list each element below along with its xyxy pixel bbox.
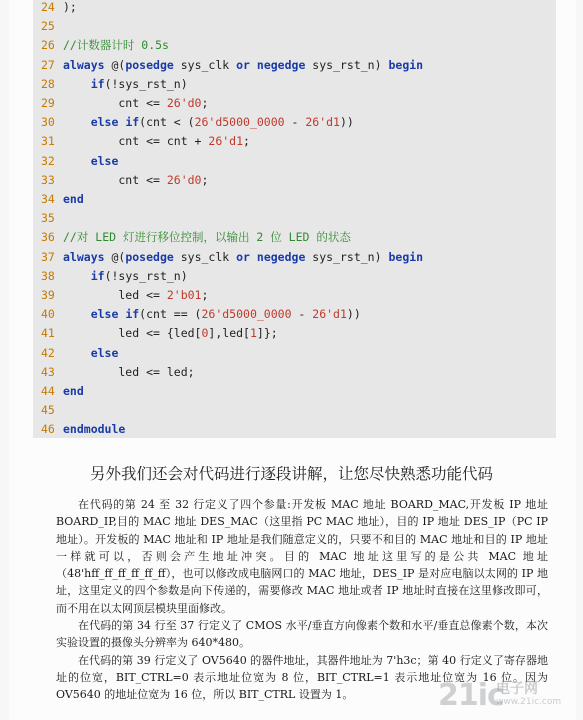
paragraph-3: 在代码的第 39 行定义了 OV5640 的器件地址，其器件地址为 7'h3c；第 40 行定义了寄存器地址的位宽，BIT_CTRL=0 表示地址位宽为 8 位，BIT_CTRL=1 表示地址位宽为 16 位。因为 OV5640 的地址位宽为 16 位，所以 BIT_CTRL 设置为 1。 — [56, 653, 548, 702]
code-text: cnt <= cnt + — [63, 134, 209, 149]
line-number: 39 — [41, 288, 55, 302]
code-text — [63, 77, 91, 91]
code-line — [33, 113, 354, 132]
watermark-cn: 电子网 — [496, 681, 538, 697]
code-text — [63, 115, 91, 129]
code-keyword: or — [236, 57, 250, 72]
code-text: (!sys_rst_n) — [104, 76, 188, 91]
code-line — [33, 36, 169, 55]
line-number: 24 — [41, 0, 55, 14]
code-text — [63, 154, 91, 168]
code-text — [250, 250, 257, 264]
watermark-brand: 21ic — [438, 678, 504, 713]
line-number: 28 — [41, 76, 55, 91]
line-number: 35 — [41, 211, 55, 226]
code-keyword: else if — [90, 115, 140, 130]
code-text: (!sys_rst_n) — [104, 268, 188, 283]
code-line — [33, 56, 423, 75]
line-number: 32 — [41, 153, 55, 168]
line-number: 44 — [41, 384, 55, 398]
section-heading: 另外我们还会对代码进行逐段讲解，让您尽快熟悉功能代码 — [89, 465, 493, 483]
line-number: 30 — [41, 115, 55, 130]
line-number: 29 — [41, 96, 55, 110]
code-line — [33, 0, 77, 17]
line-number: 27 — [41, 57, 55, 72]
code-text: )) — [346, 307, 361, 322]
code-block — [33, 0, 556, 438]
code-text: @( — [104, 57, 126, 72]
code-line — [33, 94, 208, 113]
code-text: (cnt < ( — [139, 115, 195, 130]
code-keyword: if — [90, 268, 105, 283]
21ic-watermark-logo — [438, 676, 568, 716]
code-line — [33, 382, 84, 401]
code-text: @( — [104, 249, 126, 264]
line-number: 45 — [41, 403, 55, 418]
body-text — [56, 496, 548, 704]
code-text: led <= — [63, 288, 167, 302]
line-number: 41 — [41, 326, 55, 341]
line-number: 37 — [41, 249, 55, 264]
line-number: 25 — [41, 19, 55, 34]
line-number: 40 — [41, 307, 55, 322]
code-line — [33, 401, 63, 420]
line-number: 26 — [41, 38, 55, 53]
code-text: sys_clk — [173, 249, 237, 264]
code-text: sys_rst_n) — [305, 57, 389, 72]
code-line — [33, 171, 208, 190]
code-line — [33, 286, 208, 305]
code-keyword: begin — [388, 249, 424, 264]
line-number: 43 — [41, 364, 55, 379]
code-line — [33, 420, 125, 439]
code-keyword: always — [63, 57, 105, 72]
code-number: 26'd5000_0000 — [201, 307, 292, 322]
code-line — [33, 267, 188, 286]
code-keyword: or — [236, 249, 250, 264]
line-number: 34 — [41, 192, 55, 206]
code-number: 0 — [201, 326, 209, 341]
code-number: 26'd1 — [208, 134, 244, 149]
code-line — [33, 228, 351, 247]
code-line — [33, 363, 195, 382]
code-keyword: posedge — [125, 249, 174, 264]
line-number: 42 — [41, 345, 55, 360]
line-number: 33 — [41, 172, 55, 187]
code-text — [250, 58, 257, 72]
code-line — [33, 305, 361, 324]
code-text — [63, 269, 91, 283]
code-text: led <= led; — [63, 364, 195, 379]
code-number: 26'd0 — [166, 172, 202, 187]
code-text: ]}; — [256, 326, 278, 341]
code-text: led <= {led[ — [63, 326, 202, 341]
code-keyword: end — [63, 384, 84, 398]
code-keyword: always — [63, 249, 105, 264]
code-keyword: end — [63, 192, 84, 206]
code-line — [33, 17, 63, 36]
code-number: 26'd0 — [166, 96, 202, 110]
paragraph-1: 在代码的第 24 至 32 行定义了四个参量:开发板 MAC 地址 BOARD_MAC,开发板 IP 地址 BOARD_IP,目的 MAC 地址 DES_MAC（这里指 PC MAC 地址），目的 IP 地址 DES_IP（PC IP 地址）。开发板的 MAC 地址和 IP 地址是我们随意定义的，只要不和目的 MAC 地址和目的 IP 地址一样就可以，否则会产生地址冲突。目的 MAC 地址这里写的是公共 MAC 地址（48'hff_ff_ff_ff_ff_ff），也可以修改成电脑网口的 MAC 地址，DES_IP 是对应电脑以太网的 IP 地址，这里定义的四个参数是向下传递的，需要修改 MAC 地址或者 IP 地址时直接在这里修改即可，而不用在以太网顶层模块里面修改。 — [56, 498, 548, 615]
code-text: - — [284, 115, 306, 130]
code-line — [33, 190, 84, 209]
code-text: ; — [201, 288, 209, 302]
code-line — [33, 132, 250, 151]
paragraph-2: 在代码的第 34 行至 37 行定义了 CMOS 水平/垂直方向像素个数和水平/垂直总像素个数，本次实验设置的摄像头分辨率为 640*480。 — [56, 619, 548, 650]
line-number: 38 — [41, 268, 55, 283]
code-text: ); — [63, 0, 77, 14]
code-number: 26'd1 — [312, 307, 347, 322]
code-text: ; — [201, 172, 209, 187]
code-keyword: posedge — [125, 57, 174, 72]
code-comment: //计数器计时 0.5s — [63, 38, 169, 53]
code-number: 26'd1 — [305, 115, 340, 130]
code-line — [33, 209, 63, 228]
code-text: - — [291, 307, 313, 322]
watermark-domain: www.21ic.com — [496, 697, 562, 707]
code-keyword: negedge — [256, 249, 306, 264]
code-text — [63, 307, 91, 321]
code-line — [33, 152, 118, 171]
code-text: ],led[ — [208, 326, 250, 341]
code-text: cnt <= — [63, 172, 167, 187]
code-keyword: negedge — [256, 57, 306, 72]
code-number: 26'd5000_0000 — [194, 115, 285, 130]
code-line — [33, 75, 188, 94]
code-keyword: begin — [388, 57, 424, 72]
code-text: ; — [201, 96, 209, 110]
code-number: 1 — [249, 326, 257, 341]
code-line — [33, 324, 278, 343]
code-number: 2'b01 — [166, 288, 202, 302]
code-text: (cnt == ( — [139, 307, 202, 322]
code-keyword: else if — [90, 307, 140, 322]
code-text: cnt <= — [63, 96, 167, 110]
code-keyword: else — [90, 153, 119, 168]
code-text: )) — [339, 115, 354, 130]
code-text — [63, 346, 91, 360]
code-keyword: endmodule — [63, 422, 126, 437]
code-keyword: if — [90, 76, 105, 91]
code-keyword: else — [90, 345, 119, 360]
code-text: sys_clk — [173, 57, 237, 72]
code-line — [33, 344, 118, 363]
code-text: sys_rst_n) — [305, 249, 389, 264]
line-number: 46 — [41, 422, 55, 437]
line-number: 36 — [41, 230, 55, 245]
code-comment: //对 LED 灯进行移位控制，以输出 2 位 LED 的状态 — [63, 230, 351, 245]
line-number: 31 — [41, 134, 55, 149]
document-page — [9, 0, 576, 720]
code-line — [33, 248, 423, 267]
code-text: ; — [243, 134, 250, 149]
